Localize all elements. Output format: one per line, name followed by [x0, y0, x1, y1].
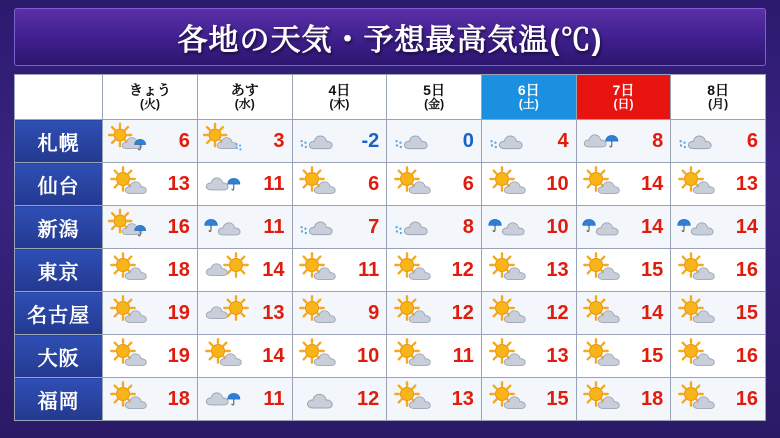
forecast-cell-content [671, 378, 765, 420]
weather-icon-group [487, 121, 537, 161]
forecast-cell [671, 335, 766, 378]
table-row [15, 378, 766, 421]
weather-icon-group [392, 121, 442, 161]
table-row [15, 206, 766, 249]
max-temperature: 16 [735, 344, 758, 367]
table-row [15, 335, 766, 378]
cloud-snow-icon [297, 121, 347, 161]
forecast-cell-content [671, 120, 765, 162]
forecast-cell [197, 163, 292, 206]
weather-icon-group [581, 207, 631, 247]
weather-icon-group [676, 164, 726, 204]
forecast-cell-content [577, 206, 671, 248]
column-header-weekday: (水) [234, 97, 255, 112]
sun-cloud-icon [676, 379, 726, 419]
city-label-1: 札幌 [15, 120, 103, 163]
max-temperature: 16 [735, 258, 758, 281]
table-header [15, 75, 766, 120]
max-temperature: 12 [451, 258, 474, 281]
cloud-snow-icon [487, 121, 537, 161]
city-label-4: 東京 [15, 249, 103, 292]
weather-icon-group [676, 379, 726, 419]
max-temperature: 6 [368, 172, 380, 195]
weather-icon-group [676, 336, 726, 376]
weather-icon-group [676, 293, 726, 333]
weather-icon-group [487, 164, 537, 204]
forecast-cell-content [387, 120, 481, 162]
forecast-cell-content [671, 249, 765, 291]
weather-icon-group [203, 121, 253, 161]
forecast-cell [671, 378, 766, 421]
max-temperature: 16 [167, 215, 190, 238]
forecast-cell-content [198, 206, 292, 248]
sun-cloud-icon [108, 293, 158, 333]
column-header-weekday: (土) [518, 97, 539, 112]
umbrella-cloud-icon [203, 207, 253, 247]
forecast-cell-content [387, 206, 481, 248]
weather-icon-group [297, 250, 347, 290]
sun-cloud-icon [487, 293, 537, 333]
sun-cloud-icon [108, 379, 158, 419]
forecast-cell [387, 163, 482, 206]
column-header-date: 6日 [517, 82, 540, 99]
sun-cloud-icon [297, 336, 347, 376]
max-temperature: 13 [167, 172, 190, 195]
forecast-cell-content [198, 378, 292, 420]
table-row [15, 163, 766, 206]
weather-icon-group [392, 164, 442, 204]
table-header-row [15, 75, 766, 120]
max-temperature: 13 [735, 172, 758, 195]
forecast-cell-content [387, 335, 481, 377]
max-temperature: 15 [735, 301, 758, 324]
column-header-date: 7日 [612, 82, 635, 99]
forecast-cell [481, 292, 576, 335]
title-bar [14, 8, 766, 66]
city-label-7: 福岡 [15, 378, 103, 421]
forecast-cell-content [103, 163, 197, 205]
umbrella-cloud-icon [487, 207, 537, 247]
forecast-cell [671, 163, 766, 206]
sun-cloud-icon [108, 250, 158, 290]
column-header-weekday: (月) [708, 97, 729, 112]
forecast-cell-content [293, 335, 387, 377]
forecast-cell-content [577, 163, 671, 205]
weather-icon-group [676, 207, 726, 247]
forecast-cell [576, 120, 671, 163]
forecast-cell-content [387, 292, 481, 334]
sun-umbrella-icon [108, 121, 158, 161]
city-label-2: 仙台 [15, 163, 103, 206]
forecast-cell-content [103, 249, 197, 291]
forecast-cell [481, 120, 576, 163]
max-temperature: 4 [557, 129, 569, 152]
column-header-day-7 [671, 75, 766, 120]
max-temperature: 13 [262, 301, 285, 324]
forecast-cell [576, 292, 671, 335]
forecast-cell [671, 120, 766, 163]
sun-cloud-icon [581, 336, 631, 376]
forecast-cell [292, 249, 387, 292]
forecast-cell [103, 292, 198, 335]
weather-icon-group [581, 379, 631, 419]
forecast-cell-content [671, 335, 765, 377]
city-label-6: 大阪 [15, 335, 103, 378]
forecast-cell-content [482, 206, 576, 248]
forecast-cell [197, 206, 292, 249]
weather-icon-group [581, 336, 631, 376]
forecast-cell [387, 378, 482, 421]
column-header-date: 8日 [707, 82, 730, 99]
forecast-cell-content [482, 163, 576, 205]
sun-cloud-icon [581, 293, 631, 333]
max-temperature: 11 [358, 258, 380, 281]
forecast-cell-content [293, 249, 387, 291]
max-temperature: 3 [273, 129, 285, 152]
forecast-cell-content [293, 206, 387, 248]
forecast-cell-content [103, 378, 197, 420]
max-temperature: 16 [735, 387, 758, 410]
forecast-cell-content [293, 163, 387, 205]
table-row [15, 292, 766, 335]
forecast-cell-content [387, 163, 481, 205]
forecast-cell [197, 335, 292, 378]
city-label-5: 名古屋 [15, 292, 103, 335]
table-body [15, 120, 766, 421]
weather-icon-group [108, 379, 158, 419]
weather-icon-group [392, 379, 442, 419]
forecast-cell [387, 335, 482, 378]
forecast-cell-content [198, 335, 292, 377]
forecast-cell-content [387, 249, 481, 291]
max-temperature: 14 [262, 344, 285, 367]
column-header-date: あす [230, 82, 259, 99]
umbrella-cloud-icon [676, 207, 726, 247]
forecast-cell [103, 249, 198, 292]
forecast-cell-content [387, 378, 481, 420]
sun-cloud-icon [676, 250, 726, 290]
forecast-cell [576, 206, 671, 249]
weather-icon-group [203, 379, 253, 419]
sun-cloud-icon [581, 250, 631, 290]
sun-cloud-icon [392, 293, 442, 333]
forecast-cell [387, 206, 482, 249]
column-header-date: 4日 [328, 82, 351, 99]
forecast-table [14, 74, 766, 421]
max-temperature: 18 [167, 387, 190, 410]
forecast-cell-content [577, 120, 671, 162]
weather-icon-group [392, 336, 442, 376]
forecast-cell [671, 206, 766, 249]
cloud-snow-icon [297, 207, 347, 247]
weather-icon-group [108, 250, 158, 290]
max-temperature: 8 [462, 215, 474, 238]
forecast-cell [576, 249, 671, 292]
max-temperature: 10 [546, 215, 569, 238]
weather-icon-group [676, 121, 726, 161]
forecast-cell [292, 292, 387, 335]
column-header-weekday: (日) [613, 97, 634, 112]
max-temperature: 15 [641, 258, 664, 281]
sun-cloud-icon [108, 336, 158, 376]
weather-icon-group [297, 121, 347, 161]
table-corner-cell [15, 75, 103, 120]
weather-icon-group [108, 207, 158, 247]
weather-icon-group [581, 250, 631, 290]
weather-icon-group [487, 293, 537, 333]
forecast-cell-content [482, 120, 576, 162]
column-header-weekday: (火) [140, 97, 161, 112]
weather-icon-group [487, 336, 537, 376]
cloud-icon [297, 379, 347, 419]
weather-icon-group [203, 250, 253, 290]
weather-icon-group [203, 293, 253, 333]
forecast-cell-content [293, 378, 387, 420]
forecast-cell [292, 163, 387, 206]
forecast-cell [103, 206, 198, 249]
forecast-cell [387, 249, 482, 292]
forecast-cell-content [577, 292, 671, 334]
max-temperature: 11 [263, 215, 285, 238]
column-header-date: きょう [129, 82, 172, 99]
weather-icon-group [297, 379, 347, 419]
table-row [15, 249, 766, 292]
max-temperature: 14 [735, 215, 758, 238]
weather-icon-group [392, 293, 442, 333]
max-temperature: 6 [462, 172, 474, 195]
weather-icon-group [581, 293, 631, 333]
max-temperature: 10 [356, 344, 380, 367]
forecast-cell [671, 292, 766, 335]
sun-cloud-icon [392, 164, 442, 204]
forecast-cell-content [293, 120, 387, 162]
forecast-cell [481, 163, 576, 206]
forecast-cell-content [671, 206, 765, 248]
cloud-snow-icon [676, 121, 726, 161]
forecast-cell-content [482, 335, 576, 377]
forecast-cell-content [577, 335, 671, 377]
cloud-snow-icon [392, 121, 442, 161]
max-temperature: 11 [452, 344, 474, 367]
sun-cloud-icon [392, 336, 442, 376]
forecast-cell [481, 335, 576, 378]
max-temperature: 14 [641, 215, 664, 238]
forecast-cell-content [103, 120, 197, 162]
max-temperature: 14 [262, 258, 285, 281]
sun-cloud-icon [392, 250, 442, 290]
forecast-cell-content [577, 249, 671, 291]
forecast-cell [481, 378, 576, 421]
sun-cloud-icon [392, 379, 442, 419]
sun-cloud-icon [581, 379, 631, 419]
weather-icon-group [487, 207, 537, 247]
forecast-cell-content [103, 335, 197, 377]
forecast-cell [576, 378, 671, 421]
max-temperature: 15 [546, 387, 569, 410]
forecast-cell [576, 335, 671, 378]
max-temperature: 11 [263, 387, 285, 410]
max-temperature: 13 [451, 387, 474, 410]
weather-icon-group [203, 207, 253, 247]
sun-snow-icon [203, 121, 253, 161]
column-header-weekday: (木) [329, 97, 350, 112]
sun-cloud-icon [676, 336, 726, 376]
sun-cloud-icon [297, 250, 347, 290]
table-row [15, 120, 766, 163]
forecast-cell-content [671, 292, 765, 334]
forecast-cell [292, 206, 387, 249]
sun-cloud-icon [487, 379, 537, 419]
max-temperature: 15 [641, 344, 664, 367]
max-temperature: 12 [451, 301, 474, 324]
forecast-cell-content [577, 378, 671, 420]
forecast-cell-content [482, 249, 576, 291]
sun-cloud-icon [487, 336, 537, 376]
forecast-cell [292, 378, 387, 421]
forecast-cell [481, 249, 576, 292]
weather-icon-group [392, 207, 442, 247]
weather-icon-group [203, 336, 253, 376]
weather-icon-group [108, 336, 158, 376]
max-temperature: 18 [167, 258, 190, 281]
sun-cloud-icon [297, 164, 347, 204]
forecast-cell [103, 120, 198, 163]
forecast-cell-content [293, 292, 387, 334]
max-temperature: 6 [746, 129, 758, 152]
max-temperature: 11 [263, 172, 285, 195]
forecast-cell [576, 163, 671, 206]
max-temperature: 13 [546, 344, 569, 367]
sun-cloud-icon [487, 250, 537, 290]
cloud-umbrella-icon [203, 379, 253, 419]
forecast-cell [103, 378, 198, 421]
max-temperature: 18 [641, 387, 664, 410]
forecast-cell [103, 335, 198, 378]
max-temperature: 12 [356, 387, 380, 410]
forecast-cell-content [103, 292, 197, 334]
forecast-cell [103, 163, 198, 206]
column-header-day-3 [292, 75, 387, 120]
sun-cloud-icon [203, 336, 253, 376]
forecast-cell-content [198, 120, 292, 162]
weather-icon-group [297, 207, 347, 247]
weather-icon-group [581, 121, 631, 161]
page-title: 各地の天気・予想最高気温(℃) [177, 24, 603, 57]
forecast-cell [197, 378, 292, 421]
weather-icon-group [108, 164, 158, 204]
max-temperature: 12 [546, 301, 569, 324]
forecast-cell [197, 249, 292, 292]
forecast-cell-content [482, 292, 576, 334]
max-temperature: 7 [368, 215, 380, 238]
weather-icon-group [108, 121, 158, 161]
sun-cloud-icon [487, 164, 537, 204]
weather-icon-group [297, 164, 347, 204]
max-temperature: 14 [641, 172, 664, 195]
max-temperature: 6 [178, 129, 190, 152]
max-temperature: 14 [641, 301, 664, 324]
max-temperature: 8 [652, 129, 664, 152]
sun-cloud-icon [108, 164, 158, 204]
column-header-weekday: (金) [424, 97, 445, 112]
max-temperature: 19 [167, 301, 190, 324]
weather-icon-group [676, 250, 726, 290]
forecast-cell [671, 249, 766, 292]
forecast-cell [197, 120, 292, 163]
sun-cloud-icon [297, 293, 347, 333]
max-temperature: 0 [462, 129, 474, 152]
forecast-cell-content [103, 206, 197, 248]
weather-icon-group [203, 164, 253, 204]
sun-cloud-icon [581, 164, 631, 204]
forecast-cell-content [198, 292, 292, 334]
cloud-umbrella-icon [203, 164, 253, 204]
city-label-3: 新潟 [15, 206, 103, 249]
weather-icon-group [297, 336, 347, 376]
column-header-day-5 [481, 75, 576, 120]
sun-umbrella-icon [108, 207, 158, 247]
column-header-day-6 [576, 75, 671, 120]
forecast-cell [197, 292, 292, 335]
forecast-cell [387, 292, 482, 335]
column-header-day-1 [103, 75, 198, 120]
max-temperature: 19 [167, 344, 190, 367]
max-temperature: 13 [546, 258, 569, 281]
weather-icon-group [581, 164, 631, 204]
cloud-sun-icon [203, 250, 253, 290]
max-temperature: 10 [546, 172, 569, 195]
cloud-umbrella-icon [581, 121, 631, 161]
column-header-day-4 [387, 75, 482, 120]
umbrella-cloud-icon [581, 207, 631, 247]
forecast-cell [387, 120, 482, 163]
max-temperature: 9 [368, 301, 380, 324]
weather-icon-group [108, 293, 158, 333]
max-temperature: -2 [361, 129, 380, 152]
cloud-snow-icon [392, 207, 442, 247]
column-header-day-2 [197, 75, 292, 120]
weather-icon-group [487, 250, 537, 290]
forecast-cell-content [198, 249, 292, 291]
forecast-cell [292, 335, 387, 378]
forecast-cell-content [482, 378, 576, 420]
forecast-cell [481, 206, 576, 249]
forecast-cell-content [198, 163, 292, 205]
sun-cloud-icon [676, 293, 726, 333]
weather-icon-group [487, 379, 537, 419]
forecast-cell [292, 120, 387, 163]
sun-cloud-icon [676, 164, 726, 204]
cloud-sun-icon [203, 293, 253, 333]
weather-icon-group [297, 293, 347, 333]
weather-icon-group [392, 250, 442, 290]
column-header-date: 5日 [423, 82, 445, 99]
forecast-cell-content [671, 163, 765, 205]
